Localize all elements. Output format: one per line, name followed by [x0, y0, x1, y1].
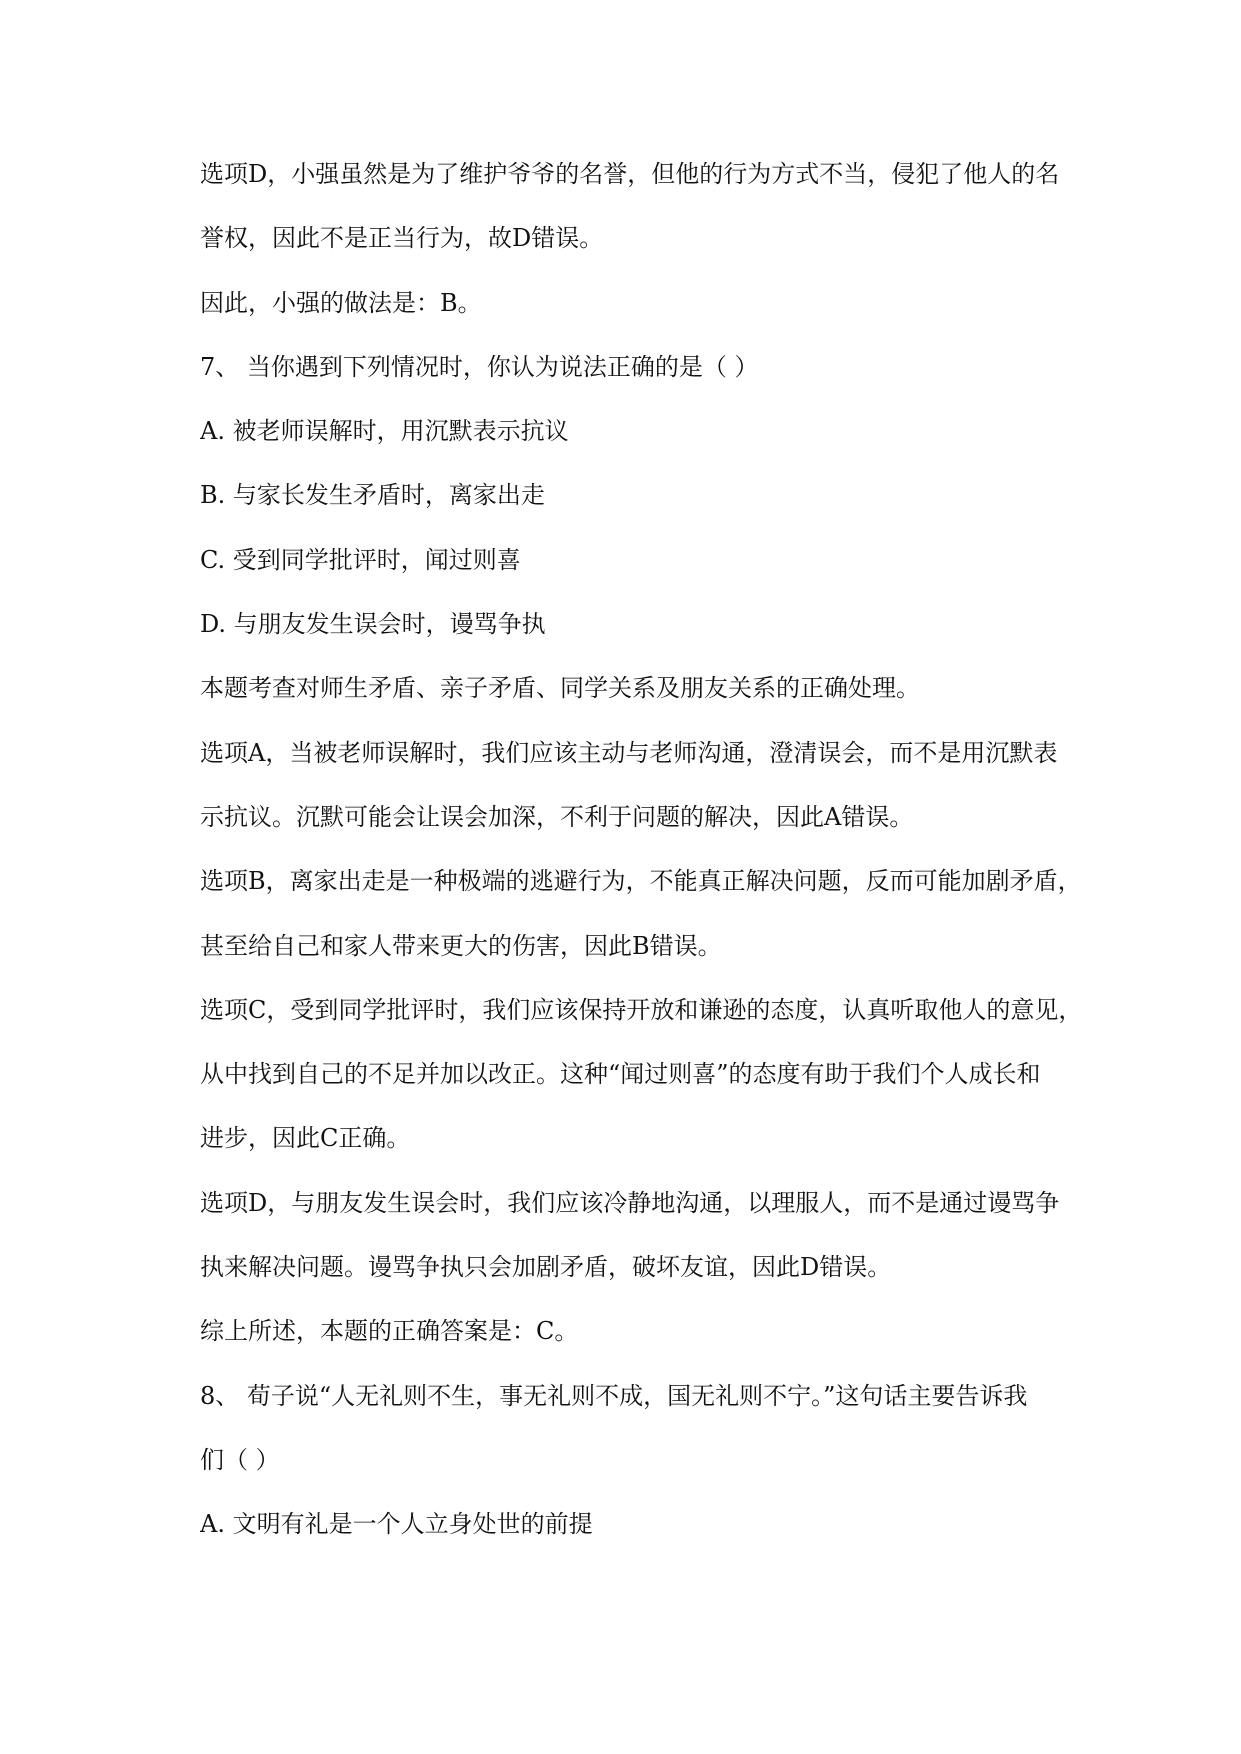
text-line: 甚至给自己和家人带来更大的伤害，因此B错误。 — [200, 931, 722, 960]
text-line: 执来解决问题。谩骂争执只会加剧矛盾，破坏友谊，因此D错误。 — [200, 1253, 892, 1282]
text-line: 选项B，离家出走是一种极端的逃避行为，不能真正解决问题，反而可能加剧矛盾， — [200, 867, 1082, 896]
text-line: 选项D，小强虽然是为了维护爷爷的名誉，但他的行为方式不当，侵犯了他人的名 — [200, 160, 1060, 188]
question-7-option-a: A. 被老师误解时，用沉默表示抗议 — [200, 417, 569, 446]
text-line: 选项C，受到同学批评时，我们应该保持开放和谦逊的态度，认真听取他人的意见， — [200, 995, 1083, 1024]
question-7-option-c: C. 受到同学批评时，闻过则喜 — [200, 545, 521, 574]
text-line: 誉权，因此不是正当行为，故D错误。 — [200, 224, 604, 253]
text-line: 示抗议。沉默可能会让误会加深，不利于问题的解决，因此A错误。 — [200, 802, 914, 831]
text-line: 进步，因此C正确。 — [200, 1124, 411, 1153]
document-body — [200, 142, 1085, 1557]
text-line: 选项D，与朋友发生误会时，我们应该冷静地沟通，以理服人，而不是通过谩骂争 — [200, 1188, 1060, 1217]
text-line: 本题考查对师生矛盾、亲子矛盾、同学关系及朋友关系的正确处理。 — [200, 674, 920, 703]
text-line: 选项A，当被老师误解时，我们应该主动与老师沟通，澄清误会，而不是用沉默表 — [200, 738, 1058, 767]
question-8-option-a: A. 文明有礼是一个人立身处世的前提 — [200, 1510, 593, 1539]
question-8-stem: 8、 荀子说“人无礼则不生，事无礼则不成，国无礼则不宁。”这句话主要告诉我 — [200, 1381, 1028, 1410]
question-7-stem: 7、 当你遇到下列情况时，你认为说法正确的是（ ） — [200, 352, 759, 381]
text-line: 综上所述，本题的正确答案是：C。 — [200, 1317, 579, 1346]
question-8-stem-cont: 们（ ） — [200, 1445, 280, 1474]
question-7-option-b: B. 与家长发生矛盾时，离家出走 — [200, 481, 545, 510]
text-line: 从中找到自己的不足并加以改正。这种“闻过则喜”的态度有助于我们个人成长和 — [200, 1060, 1041, 1089]
question-7-option-d: D. 与朋友发生误会时，谩骂争执 — [200, 610, 546, 639]
text-line: 因此，小强的做法是：B。 — [200, 288, 482, 317]
